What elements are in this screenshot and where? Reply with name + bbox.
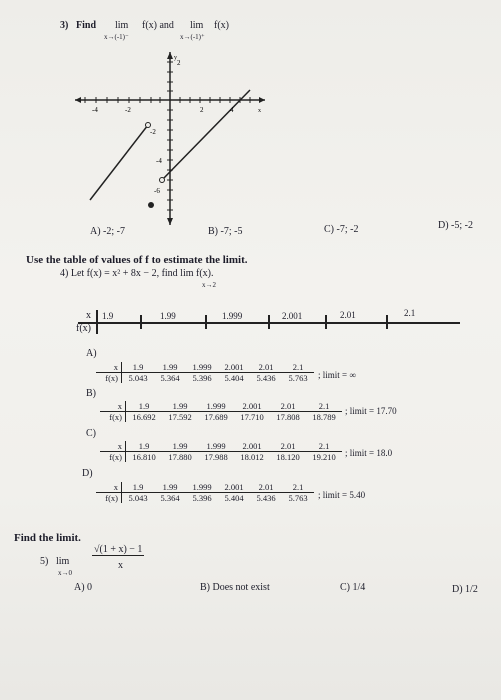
a-hdr-fx: f(x) — [96, 373, 122, 383]
q4-choice-c-limit: ; limit = 18.0 — [345, 448, 393, 458]
b-x5: 2.1 — [318, 401, 330, 411]
d-f5: 5.763 — [288, 493, 308, 503]
a-f1: 5.364 — [160, 373, 180, 383]
a-x0: 1.9 — [132, 362, 144, 372]
q4-x-val-3: 2.001 — [282, 311, 303, 321]
y-axis-bottom-arrow-icon — [167, 218, 173, 225]
d-x2: 1.999 — [192, 482, 212, 492]
a-x3: 2.001 — [224, 362, 244, 372]
q5-denominator: x — [118, 560, 123, 571]
a-x1: 1.99 — [162, 362, 178, 372]
x-tick-neg4: -4 — [92, 106, 98, 114]
q5-number: 5) — [40, 556, 49, 567]
open-point-icon — [160, 178, 165, 183]
q4-choice-c-label[interactable]: C) — [86, 428, 96, 439]
d-x3: 2.001 — [224, 482, 244, 492]
q5-sub: x→0 — [58, 569, 72, 577]
q5-choice-d[interactable]: D) 1/2 — [452, 584, 478, 595]
a-f5: 5.763 — [288, 373, 308, 383]
d-f0: 5.043 — [128, 493, 148, 503]
b-f2: 17.689 — [204, 412, 228, 422]
x-axis-arrow-icon — [259, 97, 265, 103]
q4-tick-5 — [386, 315, 388, 329]
y-tick-2: 2 — [177, 59, 181, 67]
c-x2: 1.999 — [206, 441, 226, 451]
d-f3: 5.404 — [224, 493, 244, 503]
d-x4: 2.01 — [258, 482, 274, 492]
a-x2: 1.999 — [192, 362, 212, 372]
b-hdr-fx: f(x) — [100, 412, 126, 422]
c-f3: 18.012 — [240, 452, 264, 462]
q3-number: 3) — [60, 20, 69, 31]
b-f4: 17.808 — [276, 412, 300, 422]
c-x5: 2.1 — [318, 441, 330, 451]
open-point-upper-icon — [146, 123, 151, 128]
q4-table-x-header: x — [86, 310, 91, 321]
q3-choice-a[interactable]: A) -2; -7 — [90, 226, 125, 237]
q4-x-val-2: 1.999 — [222, 311, 243, 321]
q4-x-val-0: 1.9 — [102, 311, 114, 321]
d-x1: 1.99 — [162, 482, 178, 492]
q4-choice-b-table — [100, 401, 342, 422]
c-f4: 18.120 — [276, 452, 300, 462]
c-x0: 1.9 — [138, 441, 150, 451]
x-axis-left-arrow-icon — [75, 97, 81, 103]
b-f0: 16.692 — [132, 412, 156, 422]
y-axis-arrow-icon — [167, 52, 173, 59]
q3-graph — [70, 50, 270, 230]
q4-choice-a-limit: ; limit = ∞ — [318, 370, 356, 380]
q5-choice-b[interactable]: B) Does not exist — [200, 582, 270, 593]
b-f3: 17.710 — [240, 412, 264, 422]
d-f2: 5.396 — [192, 493, 212, 503]
q4-x-val-1: 1.99 — [160, 311, 176, 321]
b-x3: 2.001 — [242, 401, 262, 411]
d-hdr-fx: f(x) — [96, 493, 122, 503]
limit-heading: Find the limit. — [14, 532, 81, 544]
q4-prompt: 4) Let f(x) = x² + 8x − 2, find lim f(x). — [60, 268, 214, 279]
b-x4: 2.01 — [280, 401, 296, 411]
q5-choice-c[interactable]: C) 1/4 — [340, 582, 366, 593]
q4-tick-3 — [268, 315, 270, 329]
q5-numerator: √(1 + x) − 1 — [94, 544, 143, 555]
a-f3: 5.404 — [224, 373, 244, 383]
c-hdr-fx: f(x) — [100, 452, 126, 462]
q4-tick-2 — [205, 315, 207, 329]
q4-choice-d-label[interactable]: D) — [82, 468, 93, 479]
x-tick-2: 2 — [200, 106, 204, 114]
table-instruction: Use the table of values of f to estimate the limit. — [26, 254, 248, 266]
q3-lim2: lim — [190, 20, 204, 31]
closed-point-icon — [148, 202, 154, 208]
a-x4: 2.01 — [258, 362, 274, 372]
q4-choice-b-limit: ; limit = 17.70 — [345, 406, 397, 416]
c-f1: 17.880 — [168, 452, 192, 462]
q3-fx1: f(x) and — [142, 20, 174, 31]
q4-choice-a-table — [96, 362, 314, 383]
d-f1: 5.364 — [160, 493, 180, 503]
q3-find: Find — [76, 20, 97, 31]
q3-fx2: f(x) — [214, 20, 229, 31]
d-f4: 5.436 — [256, 493, 276, 503]
x-tick-neg2: -2 — [125, 106, 131, 114]
y-axis-label: y — [174, 55, 177, 61]
graph-right-segment — [162, 90, 250, 180]
a-f2: 5.396 — [192, 373, 212, 383]
y-tick-neg2: -2 — [150, 128, 156, 136]
x-tick-4: 4 — [230, 106, 234, 114]
c-x1: 1.99 — [172, 441, 188, 451]
c-x3: 2.001 — [242, 441, 262, 451]
q4-choice-a-label[interactable]: A) — [86, 348, 97, 359]
c-hdr-x: x — [100, 441, 126, 451]
b-x1: 1.99 — [172, 401, 188, 411]
b-f5: 18.789 — [312, 412, 336, 422]
q4-limit-sub: x→2 — [202, 281, 216, 289]
c-f2: 17.988 — [204, 452, 228, 462]
q3-lim1: lim — [115, 20, 129, 31]
q4-choice-d-table — [96, 482, 314, 503]
q5-choice-a[interactable]: A) 0 — [74, 582, 93, 593]
q4-x-val-4: 2.01 — [340, 310, 356, 320]
q3-choice-b[interactable]: B) -7; -5 — [208, 226, 243, 237]
q3-sub2: x→(-1)⁺ — [180, 33, 205, 41]
b-x2: 1.999 — [206, 401, 226, 411]
d-hdr-x: x — [96, 482, 122, 492]
q4-x-val-5: 2.1 — [404, 308, 416, 318]
q3-choice-d[interactable]: D) -5; -2 — [438, 220, 473, 231]
q4-choice-c-table — [100, 441, 342, 462]
a-f4: 5.436 — [256, 373, 276, 383]
q4-choice-d-limit: ; limit = 5.40 — [318, 490, 366, 500]
q4-choice-b-label[interactable]: B) — [86, 388, 96, 399]
q3-sub1: x→(-1)⁻ — [104, 33, 129, 41]
d-x5: 2.1 — [292, 482, 304, 492]
q4-tick-1 — [140, 315, 142, 329]
graph-left-segment — [90, 125, 148, 200]
y-tick-neg6: -6 — [154, 187, 160, 195]
d-x0: 1.9 — [132, 482, 144, 492]
y-tick-neg4: -4 — [156, 157, 162, 165]
c-f0: 16.810 — [132, 452, 156, 462]
b-hdr-x: x — [100, 401, 126, 411]
q4-tick-4 — [325, 315, 327, 329]
c-f5: 19.210 — [312, 452, 336, 462]
q3-choice-c[interactable]: C) -7; -2 — [324, 224, 359, 235]
a-hdr-x: x — [96, 362, 122, 372]
q4-table-fx-header: f(x) — [76, 323, 91, 334]
c-x4: 2.01 — [280, 441, 296, 451]
a-x5: 2.1 — [292, 362, 304, 372]
x-axis-label: x — [258, 108, 261, 114]
a-f0: 5.043 — [128, 373, 148, 383]
b-f1: 17.592 — [168, 412, 192, 422]
b-x0: 1.9 — [138, 401, 150, 411]
q5-lim: lim — [56, 556, 70, 567]
